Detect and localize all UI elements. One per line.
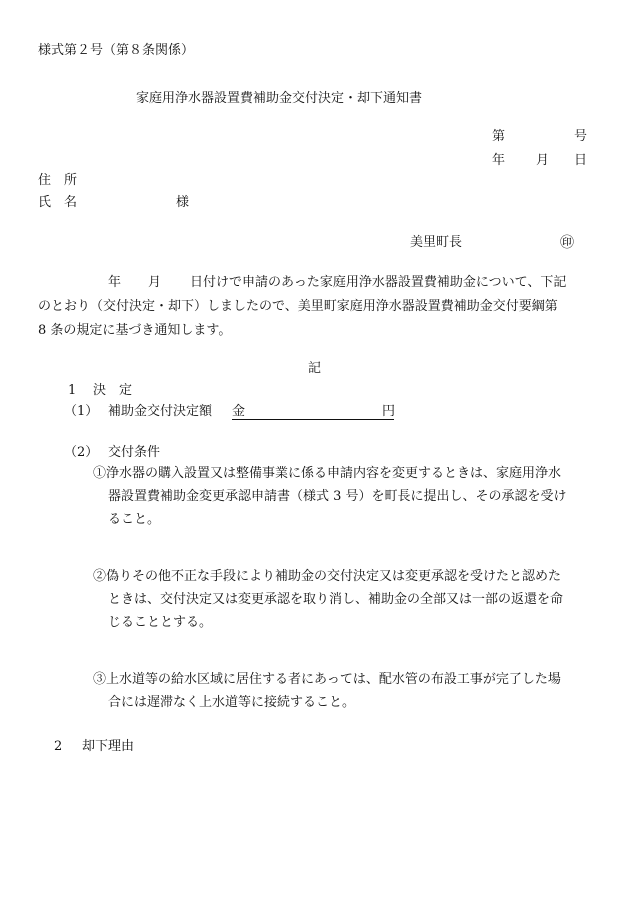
amount-suffix: 円	[382, 404, 396, 419]
date-month: 月	[536, 153, 550, 168]
amount-prefix: 金	[232, 404, 246, 419]
condition2-line1: ②偽りその他不正な手段により補助金の交付決定又は変更承認を受けたと認めた	[93, 569, 562, 584]
body-line3: 8 条の規定に基づき通知します。	[38, 323, 232, 338]
address-label: 住 所	[38, 173, 78, 188]
item2-number: （2）	[64, 445, 99, 460]
body-month: 月	[148, 275, 162, 290]
condition2-line3: じることとする。	[108, 615, 213, 630]
ki-heading: 記	[308, 361, 322, 376]
seal-mark: ㊞	[560, 235, 574, 251]
section1-number: 1	[68, 383, 77, 398]
condition3-line1: ③上水道等の給水区域に居住する者にあっては、配水管の布設工事が完了した場	[93, 672, 561, 687]
form-label: 様式第２号（第８条関係）	[38, 43, 195, 58]
condition3-line2: 合には遅滞なく上水道等に接続すること。	[108, 695, 356, 710]
doc-number-suffix: 号	[574, 129, 588, 144]
issuer: 美里町長	[410, 235, 463, 250]
body-line1: 日付けで申請のあった家庭用浄水器設置費補助金について、下記	[190, 275, 567, 290]
condition1-line3: ること。	[108, 512, 161, 527]
section1-heading: 決 定	[93, 383, 133, 398]
honorific: 様	[176, 195, 190, 210]
doc-number-prefix: 第	[492, 129, 506, 144]
body-line2: のとおり（交付決定・却下）しましたので、美里町家庭用浄水器設置費補助金交付要綱第	[38, 299, 558, 314]
condition1-line1: ①浄水器の購入設置又は整備事業に係る申請内容を変更するときは、家庭用浄水	[93, 466, 562, 481]
item2-label: 交付条件	[108, 445, 161, 460]
body-year: 年	[108, 275, 122, 290]
name-label: 氏 名	[38, 195, 78, 210]
date-year: 年	[492, 153, 506, 168]
document-title: 家庭用浄水器設置費補助金交付決定・却下通知書	[136, 91, 423, 106]
condition1-line2: 器設置費補助金変更承認申請書（様式 3 号）を町長に提出し、その承認を受け	[108, 489, 567, 504]
amount-underline	[232, 419, 394, 420]
condition2-line2: ときは、交付決定又は変更承認を取り消し、補助金の全部又は一部の返還を命	[108, 592, 564, 607]
section2-number: 2	[54, 739, 63, 754]
item1-label: 補助金交付決定額	[108, 404, 213, 419]
date-day: 日	[574, 153, 588, 168]
section2-heading: 却下理由	[82, 739, 135, 754]
item1-number: （1）	[64, 404, 99, 419]
